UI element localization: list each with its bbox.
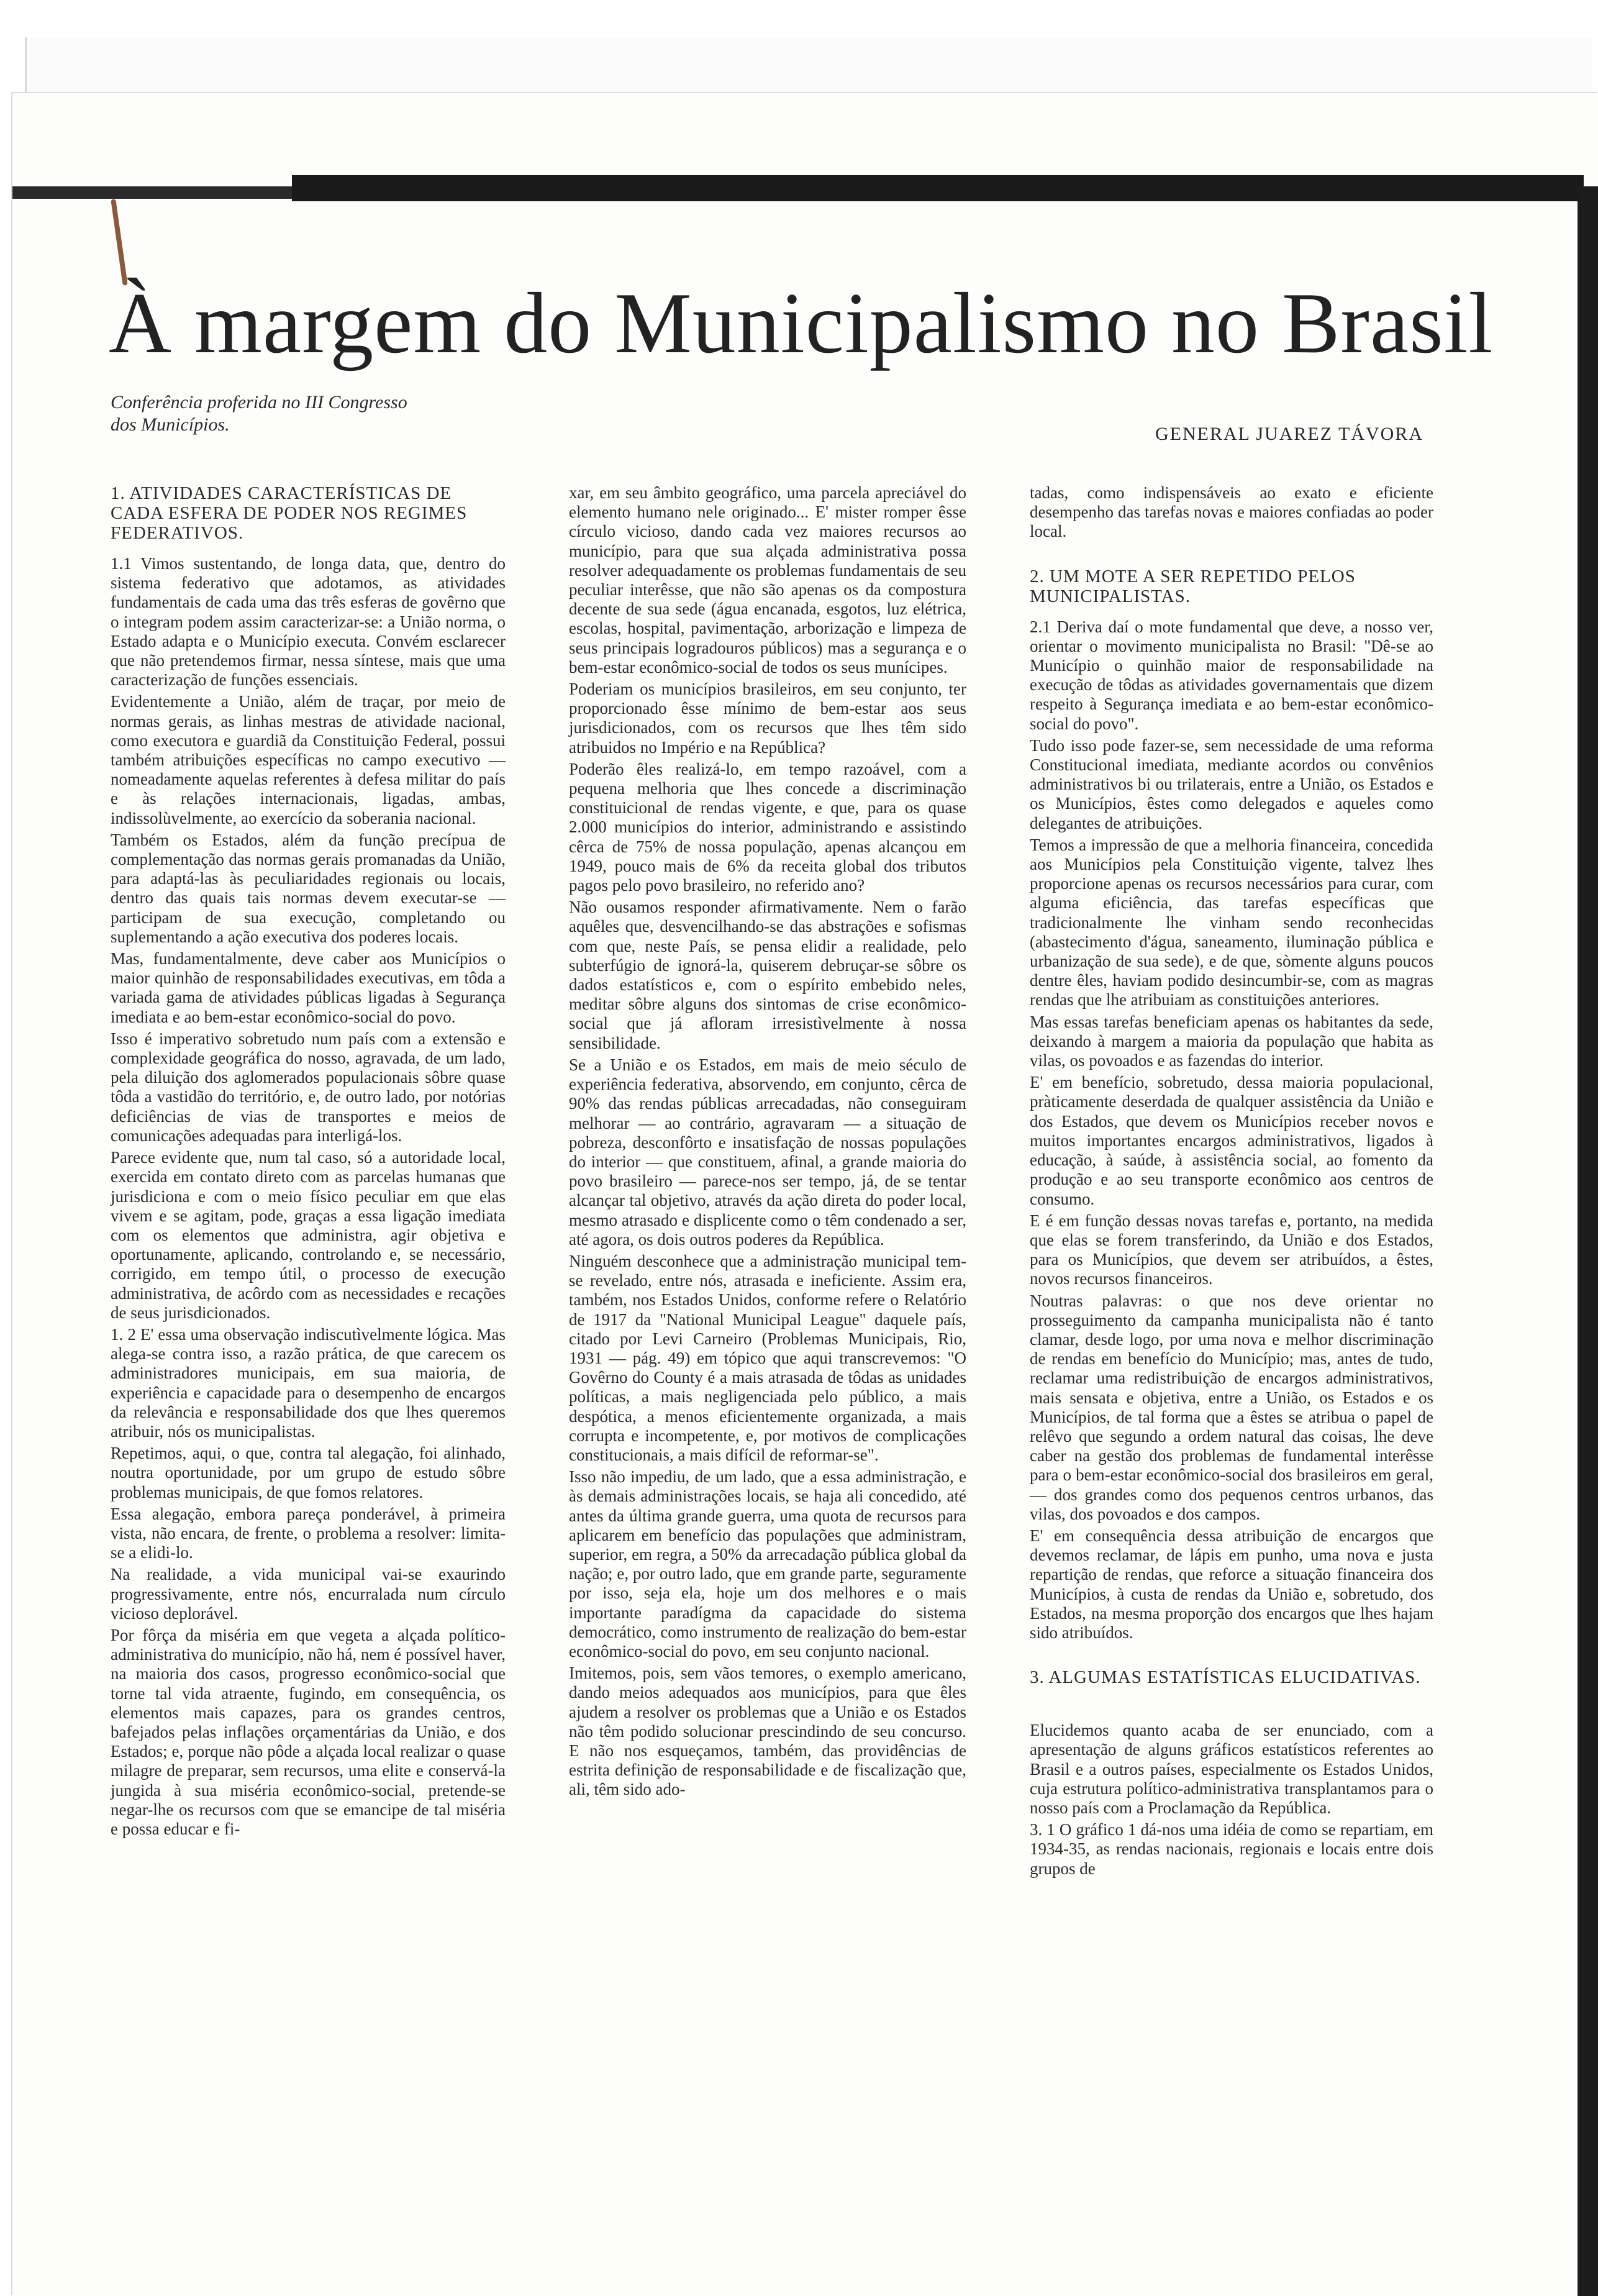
paragraph: Na realidade, a vida municipal vai-se exaurindo progressivamente, entre nós, encurralada num círculo vicioso deplorável.	[111, 1565, 506, 1623]
paragraph: 1. 2 E' essa uma observação indiscutìvelmente lógica. Mas alega-se contra isso, a razão prática, de que carecem os administradores municipais, em sua maioria, de experiência e capacidade para o desempenho de encargos da relevância e responsabilidade dos que lhes queremos atribuir, nós os municipalistas.	[111, 1324, 506, 1441]
paragraph: E é em função dessas novas tarefas e, portanto, na medida que elas se forem transferindo, da União e dos Estados, para os Municípios, que devem ser atribuídos, a êstes, novos recursos financeiros.	[1030, 1211, 1433, 1288]
paragraph: Mas essas tarefas beneficiam apenas os habitantes da sede, deixando à margem a maioria da população que habita as vilas, os povoados e as fazendas do interior.	[1030, 1012, 1433, 1070]
column-3	[1030, 483, 1433, 1881]
paragraph: tadas, como indispensáveis ao exato e eficiente desempenho das tarefas novas e maiores confiadas ao poder local.	[1030, 483, 1433, 541]
paragraph: Não ousamos responder afirmativamente. Nem o farão aquêles que, desvencilhando-se das abstrações e sofismas com que, neste País, se pensa elidir a realidade, pelo subterfúgio de ignorá-la, quiserem debruçar-se sôbre os dados estatísticos e, com o espírito embebido neles, meditar sôbre alguns dos sintomas de crise econômico-social que já afloram irresistìvelmente à nossa sensibilidade.	[569, 898, 966, 1052]
article-subtitle: Conferência proferida no III Congresso dos Municípios.	[111, 392, 407, 435]
paragraph: 3. 1 O gráfico 1 dá-nos uma idéia de como se repartiam, em 1934-35, as rendas nacionais, regionais e locais entre dois grupos de	[1030, 1820, 1433, 1878]
paragraph: E' em benefício, sobretudo, dessa maioria populacional, pràticamente deserdada de qualquer assistência da União e dos Estados, que devem os Municípios receber novos e muitos importantes encargos administrativos, ligados à educação, à saúde, à assistência social, ao fomento da produção e ao seu transporte econômico aos centros de consumo.	[1030, 1073, 1433, 1208]
paragraph: Por fôrça da miséria em que vegeta a alçada político-administrativa do município, não há, nem é possível haver, na maioria dos casos, progresso econômico-social que torne tal vida atraente, fugindo, em consequência, os elementos mais capazes, para os grandes centros, bafejados pelas inflações orçamentárias da União, e dos Estados; e, porque não pôde a alçada local realizar o quase milagre de preparar, sem recursos, uma elite e conservá-la jungida à sua miséria econômico-social, pretende-se negar-lhe os recursos com que se emancipe de tal miséria e possa educar e fi-	[111, 1625, 506, 1838]
paragraph: Imitemos, pois, sem vãos temores, o exemplo americano, dando meios adequados aos municípios, para que êles ajudem a resolver os problemas que a União e os Estados não têm podido solucionar prescindindo de seu concurso. E não nos esqueçamos, também, das providências de estrita definição de responsabilidade e de fiscalização que, ali, têm sido ado-	[569, 1664, 966, 1799]
paragraph: Repetimos, aqui, o que, contra tal alegação, foi alinhado, noutra oportunidade, por um grupo de estudo sôbre problemas municipais, de que fomos relatores.	[111, 1444, 506, 1501]
paragraph: Mas, fundamentalmente, deve caber aos Municípios o maior quinhão de responsabilidades executivas, em tôda a variada gama de atividades públicas ligadas à Segurança imediata e ao bem-estar econômico-social do povo.	[111, 949, 506, 1026]
article-author: GENERAL JUAREZ TÁVORA	[1155, 424, 1423, 444]
paragraph: Essa alegação, embora pareça ponderável, à primeira vista, não encara, de frente, o problema a resolver: limita-se a elidi-lo.	[111, 1504, 506, 1562]
column-1	[111, 483, 506, 1841]
section-1-heading: 1. ATIVIDADES CARACTERÍSTICAS DE CADA ESFERA DE PODER NOS REGIMES FEDERATIVOS.	[111, 483, 468, 543]
paragraph: Parece evidente que, num tal caso, só a autoridade local, exercida em contato direto com as parcelas humanas que jurisdiciona e com o meio físico peculiar em que elas vivem e se agitam, pode, graças a essa ligação imediata com os elementos que administra, agir objetiva e oportunamente, aplicando, controlando e, se necessário, corrigido, em tempo útil, o processo de execução administrativa, de acôrdo com as necessidades e recações de seus jurisdicionados.	[111, 1148, 506, 1322]
paragraph: 1.1 Vimos sustentando, de longa data, que, dentro do sistema federativo que adotamos, as atividades fundamentais de cada uma das três esferas de govêrno que o integram podem assim caracterizar-se: a União norma, o Estado adapta e o Município executa. Convém esclarecer que não pretendemos firmar, nessa síntese, mais que uma caracterização de funções essenciais.	[111, 554, 506, 690]
paragraph: Elucidemos quanto acaba de ser enunciado, com a apresentação de alguns gráficos estatísticos referentes ao Brasil e a outros países, especialmente os Estados Unidos, cuja estrutura político-administrativa transplantamos para o nosso país com a Proclamação da República.	[1030, 1721, 1433, 1817]
header-rule	[292, 175, 1584, 201]
header-rule-left	[12, 186, 292, 199]
paragraph: Isso é imperativo sobretudo num país com a extensão e complexidade geográfica do nosso, agravada, de um lado, pela diluição dos aglomerados populacionais sôbre quase tôda a vastidão do território, e, de outro lado, por notórias deficiências de vias de transportes e meios de comunicações adequadas para interligá-los.	[111, 1029, 506, 1145]
paragraph: Poderão êles realizá-lo, em tempo razoável, com a pequena melhoria que lhes concede a discriminação constituicional de rendas vigente, e que, para os quase 2.000 municípios do interior, administrando e assistindo cêrca de 75% de nossa população, apenas alcançou em 1949, pouco mais de 6% da receita global dos tributos pagos pelo povo brasileiro, no referido ano?	[569, 759, 966, 895]
page-edge-shadow	[1578, 186, 1598, 2296]
paragraph: xar, em seu âmbito geográfico, uma parcela apreciável do elemento humano nele originado... E' mister romper êsse círculo vicioso, dando cada vez maiores recursos ao município, para que sua alçada administrativa possa resolver adequadamente os problemas fundamentais de seu peculiar interêsse, que não são apenas os da compostura decente de sua sede (água encanada, esgotos, luz elétrica, escolas, hospital, pavimentação, arborização e limpeza de seus principais logradouros públicos) mas a segurança e o bem-estar econômico-social de todos os seus munícipes.	[569, 483, 966, 676]
paragraph: Também os Estados, além da função precípua de complementação das normas gerais promanadas da União, para adaptá-las às peculiaridades regionais ou locais, dentro das quais tais normas devem executar-se — participam de sua execução, completando ou suplementando a ação executiva dos poderes locais.	[111, 830, 506, 946]
paragraph: E' em consequência dessa atribuição de encargos que devemos reclamar, de lápis em punho, uma nova e justa repartição de rendas, que reforce a situação financeira dos Municípios, à custa de rendas da União e, sobretudo, dos Estados, na mesma proporção dos encargos que lhes hajam sido atribuídos.	[1030, 1526, 1433, 1642]
paragraph: Isso não impediu, de um lado, que a essa administração, e às demais administrações locais, se haja ali concedido, até antes da última grande guerra, uma quota de recursos para aplicarem em benefício das populações que administram, superior, em regra, a 50% da arrecadação pública global da nação; e, por outro lado, que em grande parte, seguramente por isso, seja ela, hoje um dos melhores e o mais importante paradígma da capacidade do sistema democrático, como instrumento de realização do bem-estar econômico-social do povo, em seu conjunto nacional.	[569, 1467, 966, 1660]
paragraph: Evidentemente a União, além de traçar, por meio de normas gerais, as linhas mestras de atividade nacional, como executora e guardiã da Constituição Federal, possui também atribuições específicas no campo executivo — nomeadamente aquelas referentes à defesa militar do país e às relações internacionais, ligadas, ambas, indissolùvelmente, ao exercício da soberania nacional.	[111, 692, 506, 827]
paragraph: 2.1 Deriva daí o mote fundamental que deve, a nosso ver, orientar o movimento municipalista no Brasil: "Dê-se ao Município o quinhão maior de responsabilidade na execução de tôdas as atividades governamentais que dizem respeito à Segurança imediata e ao bem-estar econômico-social do povo".	[1030, 617, 1433, 733]
section-3-heading: 3. ALGUMAS ESTATÍSTICAS ELUCIDATIVAS.	[1030, 1667, 1421, 1688]
column-2	[569, 483, 966, 1802]
paragraph: Temos a impressão de que a melhoria financeira, concedida aos Municípios pela Constituição vigente, talvez lhes proporcione apenas os recursos necessários para curar, com alguma eficiência, das tarefas específicas que tradicionalmente lhe vinham sendo reconhecidas (abastecimento d'água, saneamento, iluminação pública e urbanização de sua sede), e de que, sòmente alguns poucos dentre êles, haviam podido desincumbir-se, com as magras rendas que lhe atribuiam as constituições anteriores.	[1030, 835, 1433, 1009]
paragraph: Noutras palavras: o que nos deve orientar no prosseguimento da campanha municipalista não é tanto clamar, desde logo, por uma nova e melhor discriminação de rendas em benefício do Município; mas, antes de tudo, reclamar uma redistribuição de encargos administrativos, mais sensata e objetiva, entre a União, os Estados e os Municípios, de tal forma que a êstes se atribua o papel de relêvo que segundo a ordem natural das coisas, lhe deve caber na gestão dos problemas de fundamental interêsse para o bem-estar econômico-social dos brasileiros em geral, — dos grandes como dos pequenos centros urbanos, das vilas, dos povoados e dos campos.	[1030, 1291, 1433, 1523]
paragraph: Ninguém desconhece que a administração municipal tem-se revelado, entre nós, atrasada e ineficiente. Assim era, também, nos Estados Unidos, conforme refere o Relatório de 1917 da "National Municipal League" daquele país, citado por Levi Carneiro (Problemas Municipais, Rio, 1931 — pág. 49) em tópico que aqui transcrevemos: "O Govêrno do County é a mais atrasada de tôdas as unidades políticas, a mais negligenciada pelo público, a mais despótica, a menos eficientemente organizada, a mais corrupta e incompetente, e, por motivos de complicações constitucionais, a mais difícil de reformar-se".	[569, 1251, 966, 1464]
paragraph: Se a União e os Estados, em mais de meio século de experiência federativa, absorvendo, em conjunto, cêrca de 90% das rendas públicas arrecadadas, não conseguiram melhorar — ao contrário, agravaram — a situação de pobreza, desconfôrto e insatisfação de nossas populações do interior — que constituem, afinal, a grande maioria do povo brasileiro — parece-nos ser tempo, já, de se tentar alcançar tal objetivo, através da ação direta do poder local, mesmo atrasado e displicente como o têm condenado a ser, até agora, os dois outros poderes da República.	[569, 1055, 966, 1249]
section-2-heading: 2. UM MOTE A SER REPETIDO PELOS MUNICIPALISTAS.	[1030, 566, 1356, 606]
paragraph: Poderiam os municípios brasileiros, em seu conjunto, ter proporcionado êsse mínimo de bem-estar aos seus jurisdicionados, com os recursos que lhes têm sido atribuidos no Império e na República?	[569, 680, 966, 757]
article-title: À margem do Municipalismo no Brasil	[109, 275, 1494, 371]
paragraph: Tudo isso pode fazer-se, sem necessidade de uma reforma Constitucional imediata, mediante acordos ou convênios administrativos bi ou trilaterais, entre a União, os Estados e os Municípios, êstes como delegados e aqueles como delegantes de atribuições.	[1030, 736, 1433, 832]
